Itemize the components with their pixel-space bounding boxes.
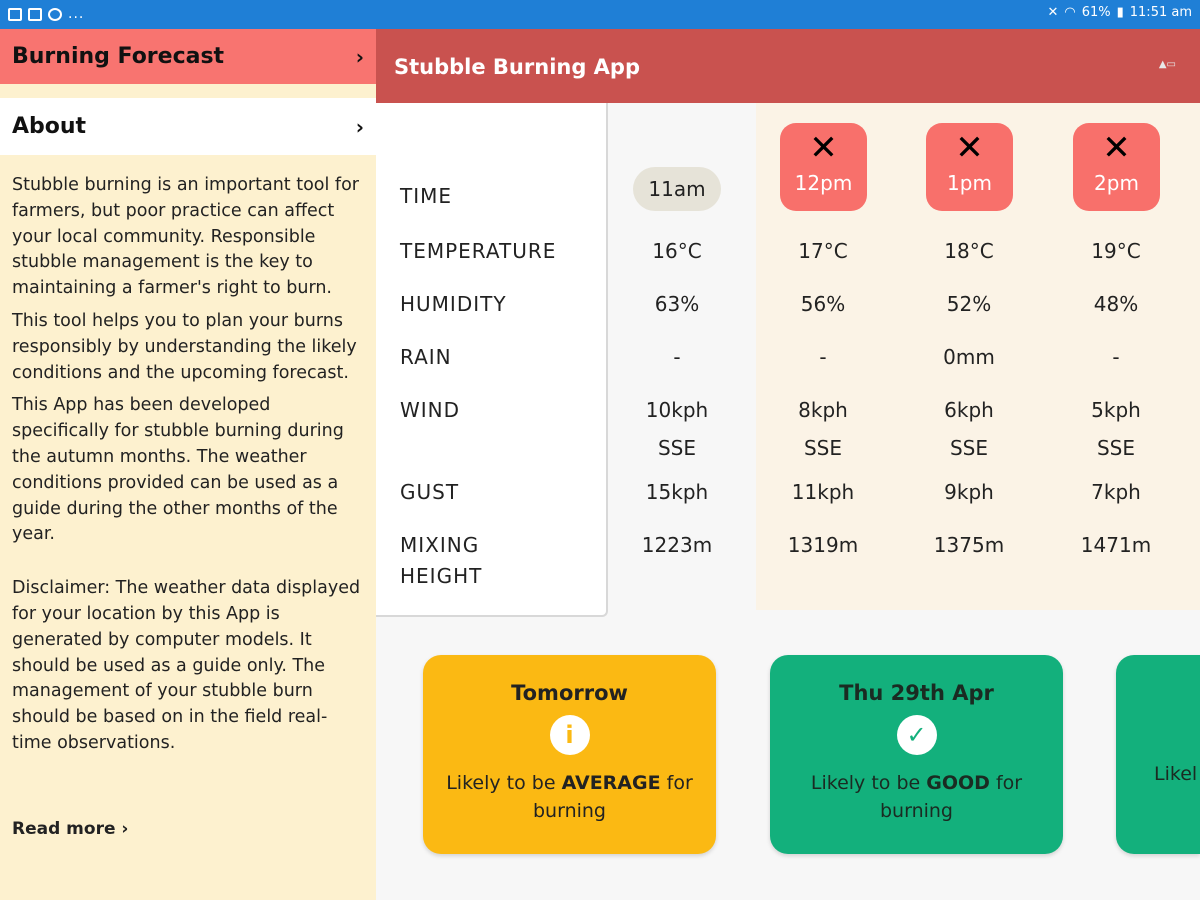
wind-speed-value: 5kph — [1091, 398, 1141, 422]
row-label-gust: GUST — [400, 480, 460, 504]
about-paragraph: This App has been developed specifically for stubble burning during the autumn months. The weather conditions provided can be used as a guide during the other months of the year. — [12, 395, 344, 545]
summary-prefix: Likely to be — [810, 772, 927, 794]
day-card-title: Thu 29th Apr — [839, 681, 994, 705]
wind-speed-value: 6kph — [944, 398, 994, 422]
gust-value: 7kph — [1091, 480, 1141, 504]
hour-badge-bad[interactable] — [1073, 123, 1160, 211]
battery-level: 61% — [1081, 5, 1111, 20]
rating-word: AVERAGE — [561, 772, 661, 794]
gallery-icon — [8, 8, 22, 21]
logo-icon: ▲▭ — [1158, 59, 1176, 70]
disclaimer-text: Disclaimer: The weather data displayed for your location by this App is generated by computer models. It should be used as a guide only. The management of your stubble burn should be based on in the field real-time observations. — [12, 578, 361, 753]
wind-speed-value: 8kph — [798, 398, 848, 422]
day-card-good[interactable] — [770, 655, 1063, 854]
sidebar — [0, 29, 376, 900]
close-icon: ✕ — [1102, 128, 1131, 168]
sidebar-item-burning-forecast[interactable] — [0, 29, 376, 84]
hour-label: 2pm — [1094, 171, 1139, 195]
rating-word: GOOD — [926, 772, 990, 794]
sidebar-item-label: Burning Forecast — [12, 44, 225, 69]
info-icon: i — [550, 715, 590, 755]
wind-direction-value: SSE — [657, 436, 697, 460]
day-card-summary — [1116, 760, 1200, 788]
sidebar-item-label: About — [12, 114, 87, 139]
mixing-height-value: 1375m — [933, 533, 1005, 557]
rain-value: 0mm — [943, 345, 995, 369]
day-card-title — [1116, 681, 1200, 706]
checkmark-icon: ✓ — [897, 715, 937, 755]
chevron-right-icon: › — [121, 819, 129, 839]
mute-icon: ✕ — [1047, 5, 1059, 20]
mixing-height-value: 1319m — [787, 533, 859, 557]
chevron-right-icon: › — [355, 44, 364, 69]
wind-speed-value: 10kph — [645, 398, 709, 422]
temperature-value: 16°C — [652, 239, 702, 263]
day-card-average[interactable] — [423, 655, 716, 854]
wifi-icon: ◠ — [1064, 5, 1076, 20]
time-pill-current[interactable]: 11am — [633, 167, 721, 211]
mixing-height-value: 1471m — [1080, 533, 1152, 557]
gust-value: 15kph — [645, 480, 709, 504]
hour-badge-bad[interactable] — [926, 123, 1013, 211]
gust-value: 11kph — [791, 480, 855, 504]
rain-value: - — [819, 345, 827, 369]
rain-value: - — [1112, 345, 1120, 369]
temperature-value: 19°C — [1091, 239, 1141, 263]
hour-badge-bad[interactable] — [780, 123, 867, 211]
read-more-label: Read more — [12, 819, 116, 839]
humidity-value: 52% — [946, 292, 992, 316]
chevron-right-icon: › — [355, 114, 364, 139]
status-bar — [0, 0, 1200, 29]
clock: 11:51 am — [1129, 5, 1192, 20]
read-more-link[interactable] — [12, 819, 128, 839]
summary-suffix: for burning — [879, 772, 1023, 822]
day-card-icon-slot — [1116, 706, 1200, 756]
temperature-value: 18°C — [944, 239, 994, 263]
app-header — [376, 29, 1200, 103]
day-card-summary — [440, 769, 700, 825]
day-card-title: Tomorrow — [511, 681, 628, 705]
close-icon: ✕ — [955, 128, 984, 168]
sidebar-item-about[interactable] — [0, 98, 376, 155]
row-label-mixing: MIXING — [400, 533, 480, 557]
about-paragraph: This tool helps you to plan your burns responsibly by understanding the likely conditions and the upcoming forecast. — [12, 310, 357, 383]
flipboard-icon — [28, 8, 42, 21]
row-label-wind: WIND — [400, 398, 461, 422]
humidity-value: 63% — [654, 292, 700, 316]
humidity-value: 56% — [800, 292, 846, 316]
row-label-humidity: HUMIDITY — [400, 292, 507, 316]
wind-direction-value: SSE — [803, 436, 843, 460]
day-card-partial[interactable] — [1116, 655, 1200, 854]
rain-value: - — [673, 345, 681, 369]
temperature-value: 17°C — [798, 239, 848, 263]
wind-direction-value: SSE — [1096, 436, 1136, 460]
row-label-height: HEIGHT — [400, 564, 483, 588]
row-label-time: TIME — [400, 184, 453, 208]
summary-prefix: Likel — [1154, 763, 1198, 785]
mixing-height-value: 1223m — [641, 533, 713, 557]
humidity-value: 48% — [1093, 292, 1139, 316]
summary-suffix: for burning — [532, 772, 693, 822]
gust-value: 9kph — [944, 480, 994, 504]
app-title: Stubble Burning App — [394, 55, 641, 79]
day-card-summary — [787, 769, 1047, 825]
hour-label: 1pm — [947, 171, 992, 195]
row-label-temperature: TEMPERATURE — [400, 239, 557, 263]
chat-icon — [48, 8, 62, 21]
more-notifications: ... — [68, 6, 85, 22]
about-text — [0, 155, 376, 757]
close-icon: ✕ — [809, 128, 838, 168]
about-paragraph: Stubble burning is an important tool for farmers, but poor practice can affect your local community. Responsible stubble management is the key to maintaining a farmer's right to burn. — [12, 175, 359, 299]
battery-icon: ▮ — [1116, 5, 1124, 20]
row-label-rain: RAIN — [400, 345, 452, 369]
hour-label: 12pm — [794, 171, 853, 195]
summary-prefix: Likely to be — [446, 772, 562, 794]
wind-direction-value: SSE — [949, 436, 989, 460]
